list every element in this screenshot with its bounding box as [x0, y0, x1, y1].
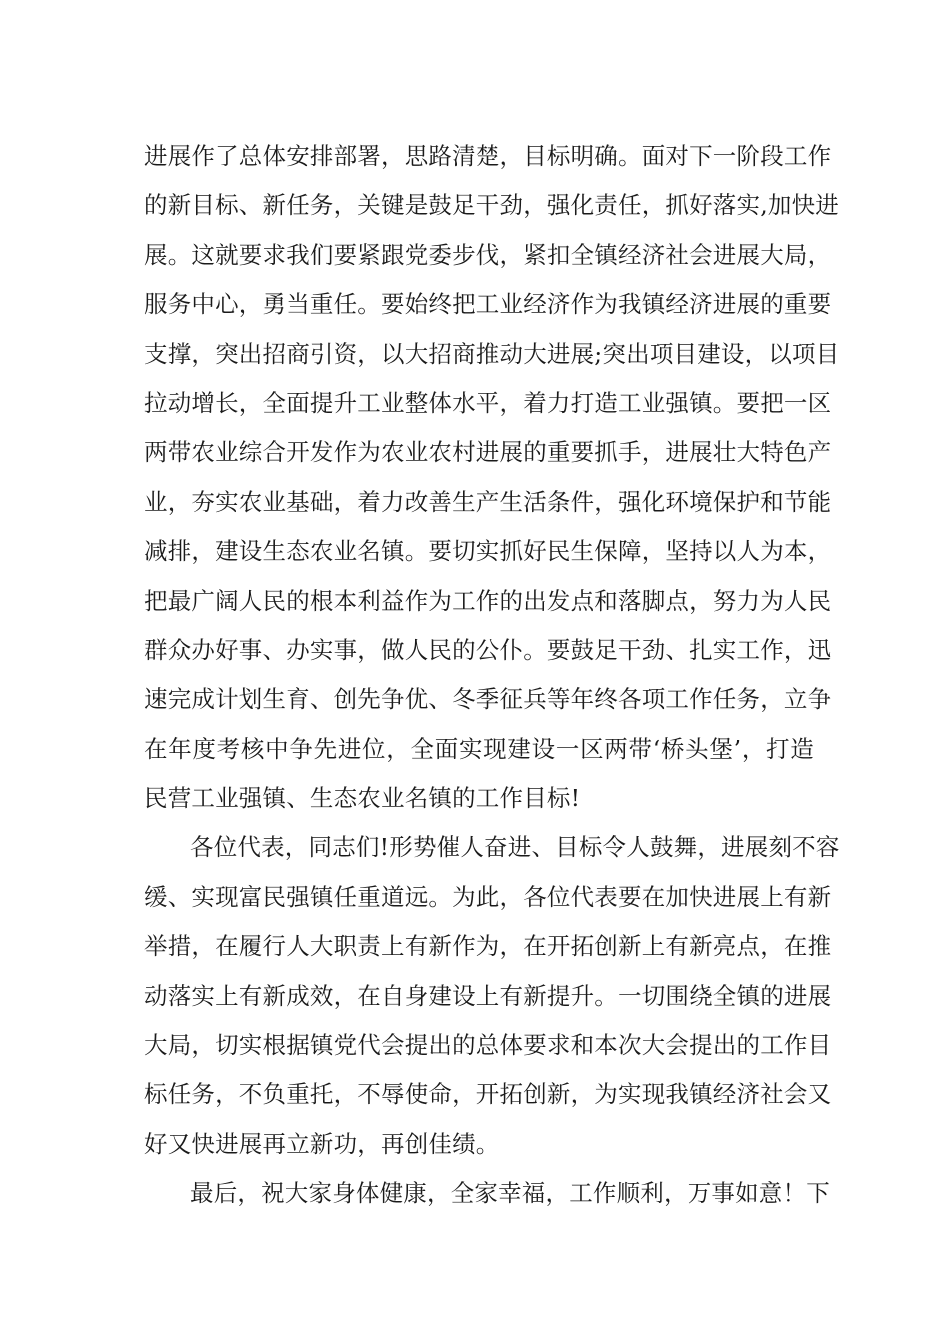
text-line: 拉动增长，全面提升工业整体水平，着力打造工业强镇。要把一区	[144, 388, 832, 417]
document-body	[144, 132, 840, 1219]
text-line: 标任务，不负重托，不辱使命，开拓创新，为实现我镇经济社会又	[144, 1080, 832, 1109]
text-line: 缓、实现富民强镇任重道远。为此，各位代表要在加快进展上有新	[144, 882, 832, 911]
text-line: 各位代表，同志们!形势催人奋进、目标令人鼓舞，进展刻不容	[190, 833, 840, 862]
text-line: 展。这就要求我们要紧跟党委步伐，紧扣全镇经济社会进展大局，	[144, 240, 832, 269]
text-line: 两带农业综合开发作为农业农村进展的重要抓手，进展壮大特色产	[144, 438, 832, 467]
text-line: 减排，建设生态农业名镇。要切实抓好民生保障，坚持以人为本，	[144, 537, 832, 566]
text-line: 的新目标、新任务，关键是鼓足干劲，强化责任，抓好落实,加快进	[144, 191, 839, 220]
text-line: 举措，在履行人大职责上有新作为，在开拓创新上有新亮点，在推	[144, 932, 832, 961]
text-line: 群众办好事、办实事，做人民的公仆。要鼓足干劲、扎实工作，迅	[144, 635, 832, 664]
text-line: 服务中心，勇当重任。要始终把工业经济作为我镇经济进展的重要	[144, 290, 832, 319]
text-line: 民营工业强镇、生态农业名镇的工作目标!	[144, 784, 581, 813]
text-line: 业，夯实农业基础，着力改善生产生活条件，强化环境保护和节能	[144, 487, 832, 516]
text-line: 速完成计划生育、创先争优、冬季征兵等年终各项工作任务，立争	[144, 685, 832, 714]
text-line: 大局，切实根据镇党代会提出的总体要求和本次大会提出的工作目	[144, 1031, 832, 1060]
text-line: 把最广阔人民的根本利益作为工作的出发点和落脚点，努力为人民	[144, 586, 832, 615]
text-line: 在年度考核中争先进位，全面实现建设一区两带‘桥头堡’，打造	[144, 734, 814, 763]
text-line: 最后，祝大家身体健康，全家幸福，工作顺利，万事如意！下	[190, 1179, 830, 1208]
text-line: 支撑，突出招商引资，以大招商推动大进展;突出项目建设，以项目	[144, 339, 840, 368]
text-line: 进展作了总体安排部署，思路清楚，目标明确。面对下一阶段工作	[144, 142, 832, 170]
text-line: 好又快进展再立新功，再创佳绩。	[144, 1129, 500, 1158]
text-line: 动落实上有新成效，在自身建设上有新提升。一切围绕全镇的进展	[144, 981, 832, 1010]
